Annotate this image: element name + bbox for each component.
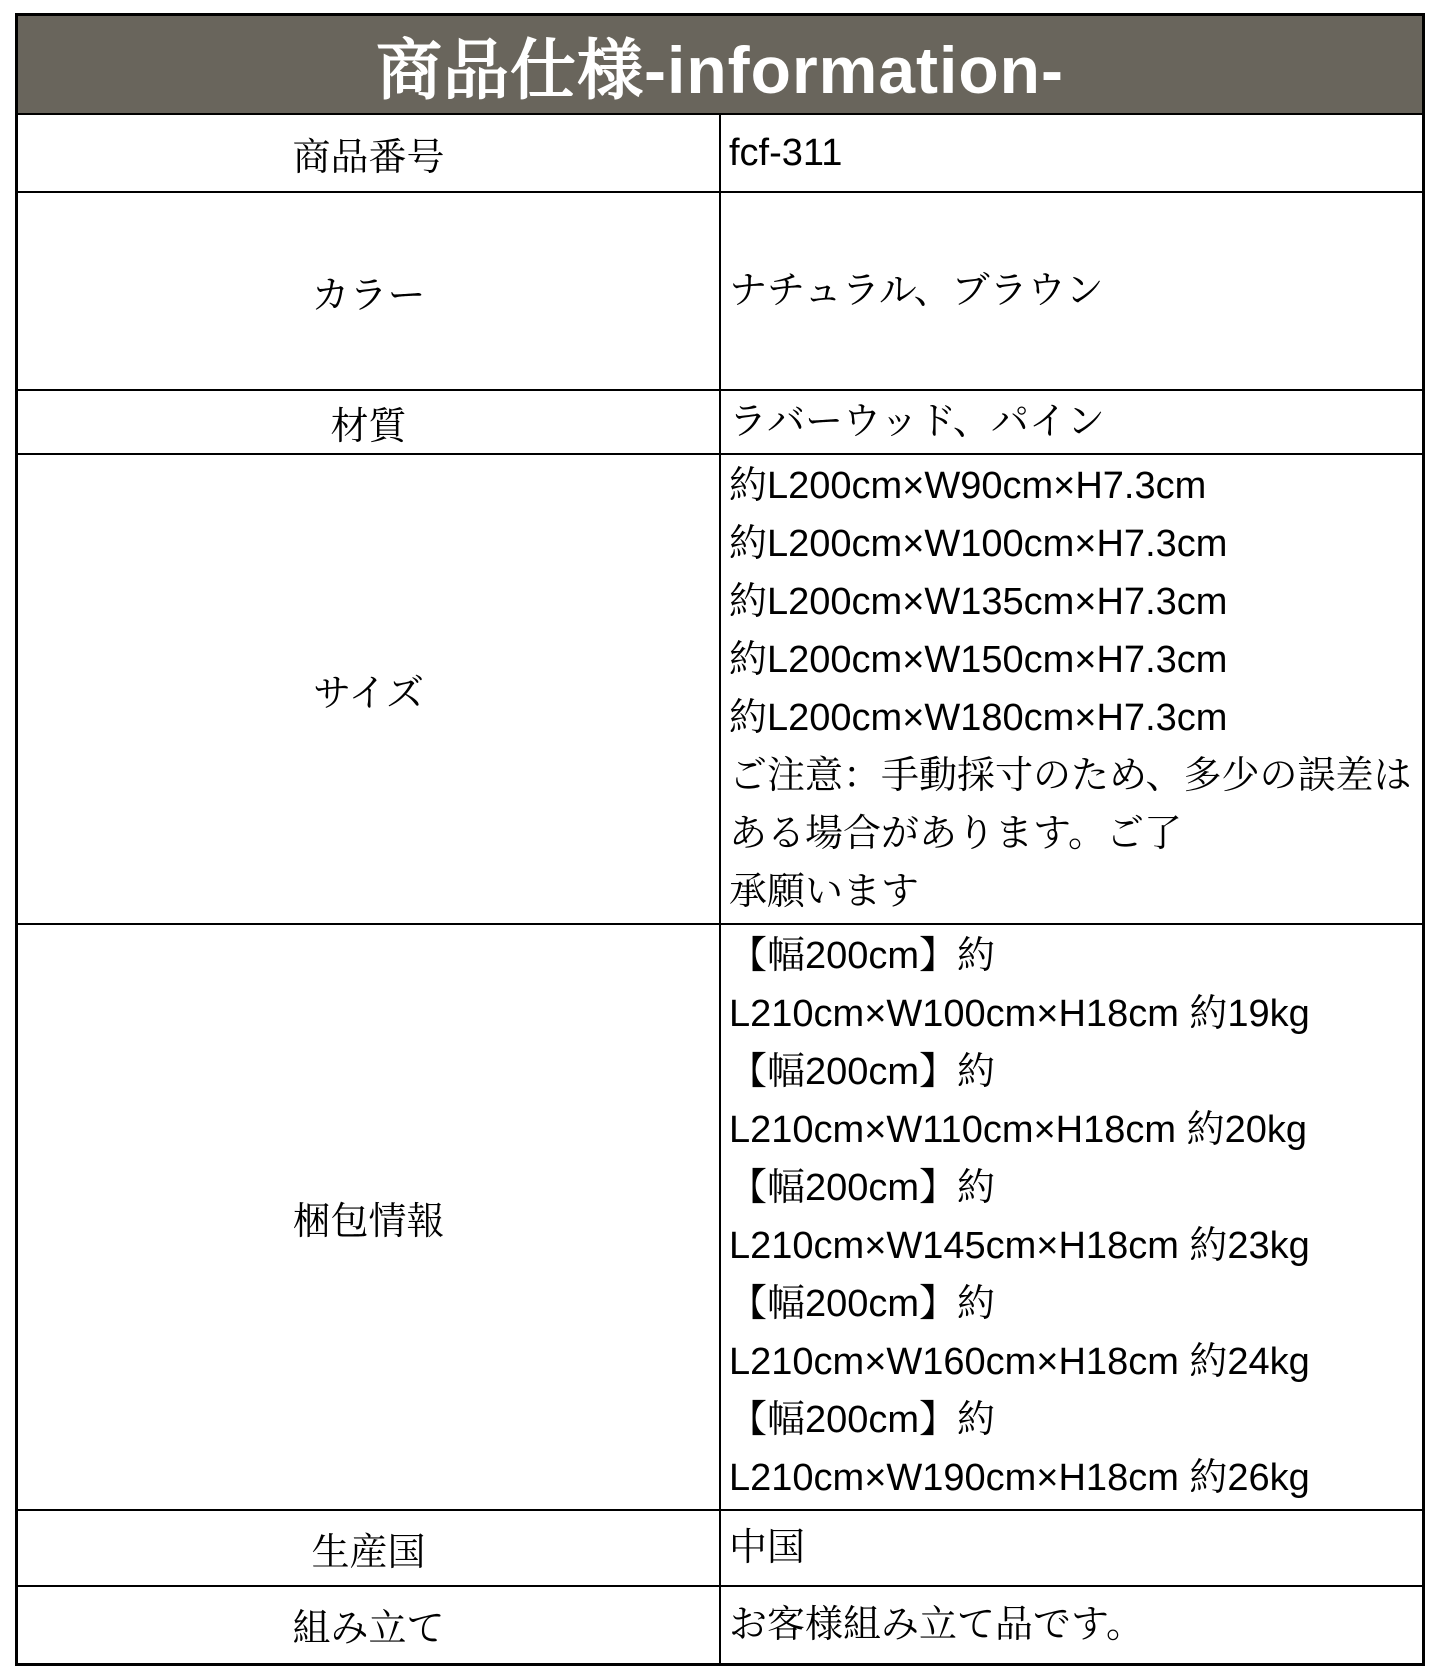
spec-line: 約L200cm×W150cm×H7.3cm — [729, 639, 1228, 681]
spec-line: 中国 — [729, 1527, 806, 1569]
size-note-line: 承願います — [729, 871, 920, 913]
row-label-packaging: 梱包情報 — [17, 924, 721, 1510]
spec-line: お客様組み立て品です。 — [729, 1603, 1144, 1646]
row-packaging — [17, 924, 1424, 1510]
row-material — [17, 390, 1424, 454]
size-note-line: ご注意：手動採寸のため、多少の誤差はある場合があります。ご了 — [729, 755, 1412, 855]
spec-line: ナチュラル、ブラウン — [729, 270, 1104, 312]
row-content-packaging — [720, 924, 1424, 1510]
row-assembly — [17, 1586, 1424, 1664]
spec-line: 約L200cm×W135cm×H7.3cm — [729, 581, 1228, 623]
row-content-size — [720, 454, 1424, 924]
spec-line: 約L200cm×W100cm×H7.3cm — [729, 523, 1228, 565]
row-color — [17, 192, 1424, 390]
spec-line: 【幅200cm】約L210cm×W110cm×H18cm 約20kg — [729, 1051, 1307, 1151]
spec-line: ラバーウッド、パイン — [729, 401, 1105, 443]
row-label-size: サイズ — [17, 454, 721, 924]
row-content-color — [720, 192, 1424, 390]
row-label-assembly: 組み立て — [17, 1586, 721, 1664]
spec-line: 【幅200cm】約L210cm×W145cm×H18cm 約23kg — [729, 1167, 1310, 1267]
spec-line: fcf-311 — [729, 132, 843, 174]
row-label-product-number: 商品番号 — [17, 114, 721, 192]
spec-line: 約L200cm×W90cm×H7.3cm — [729, 465, 1207, 507]
row-content-assembly — [720, 1586, 1424, 1664]
row-content-country — [720, 1510, 1424, 1586]
row-size — [17, 454, 1424, 924]
product-spec-table — [15, 13, 1425, 1666]
spec-line: 【幅200cm】約L210cm×W190cm×H18cm 約26kg — [729, 1399, 1310, 1499]
row-product-number — [17, 114, 1424, 192]
page-title: 商品仕様-information- — [17, 15, 1424, 115]
spec-line: 約L200cm×W180cm×H7.3cm — [729, 697, 1228, 739]
row-content-product-number — [720, 114, 1424, 192]
row-label-color: カラー — [17, 192, 721, 390]
row-content-material — [720, 390, 1424, 454]
row-country-of-origin — [17, 1510, 1424, 1586]
spec-line: 【幅200cm】約L210cm×W100cm×H18cm 約19kg — [729, 935, 1310, 1035]
row-label-material: 材質 — [17, 390, 721, 454]
row-label-country: 生産国 — [17, 1510, 721, 1586]
header-row — [17, 15, 1424, 115]
spec-line: 【幅200cm】約L210cm×W160cm×H18cm 約24kg — [729, 1283, 1310, 1383]
